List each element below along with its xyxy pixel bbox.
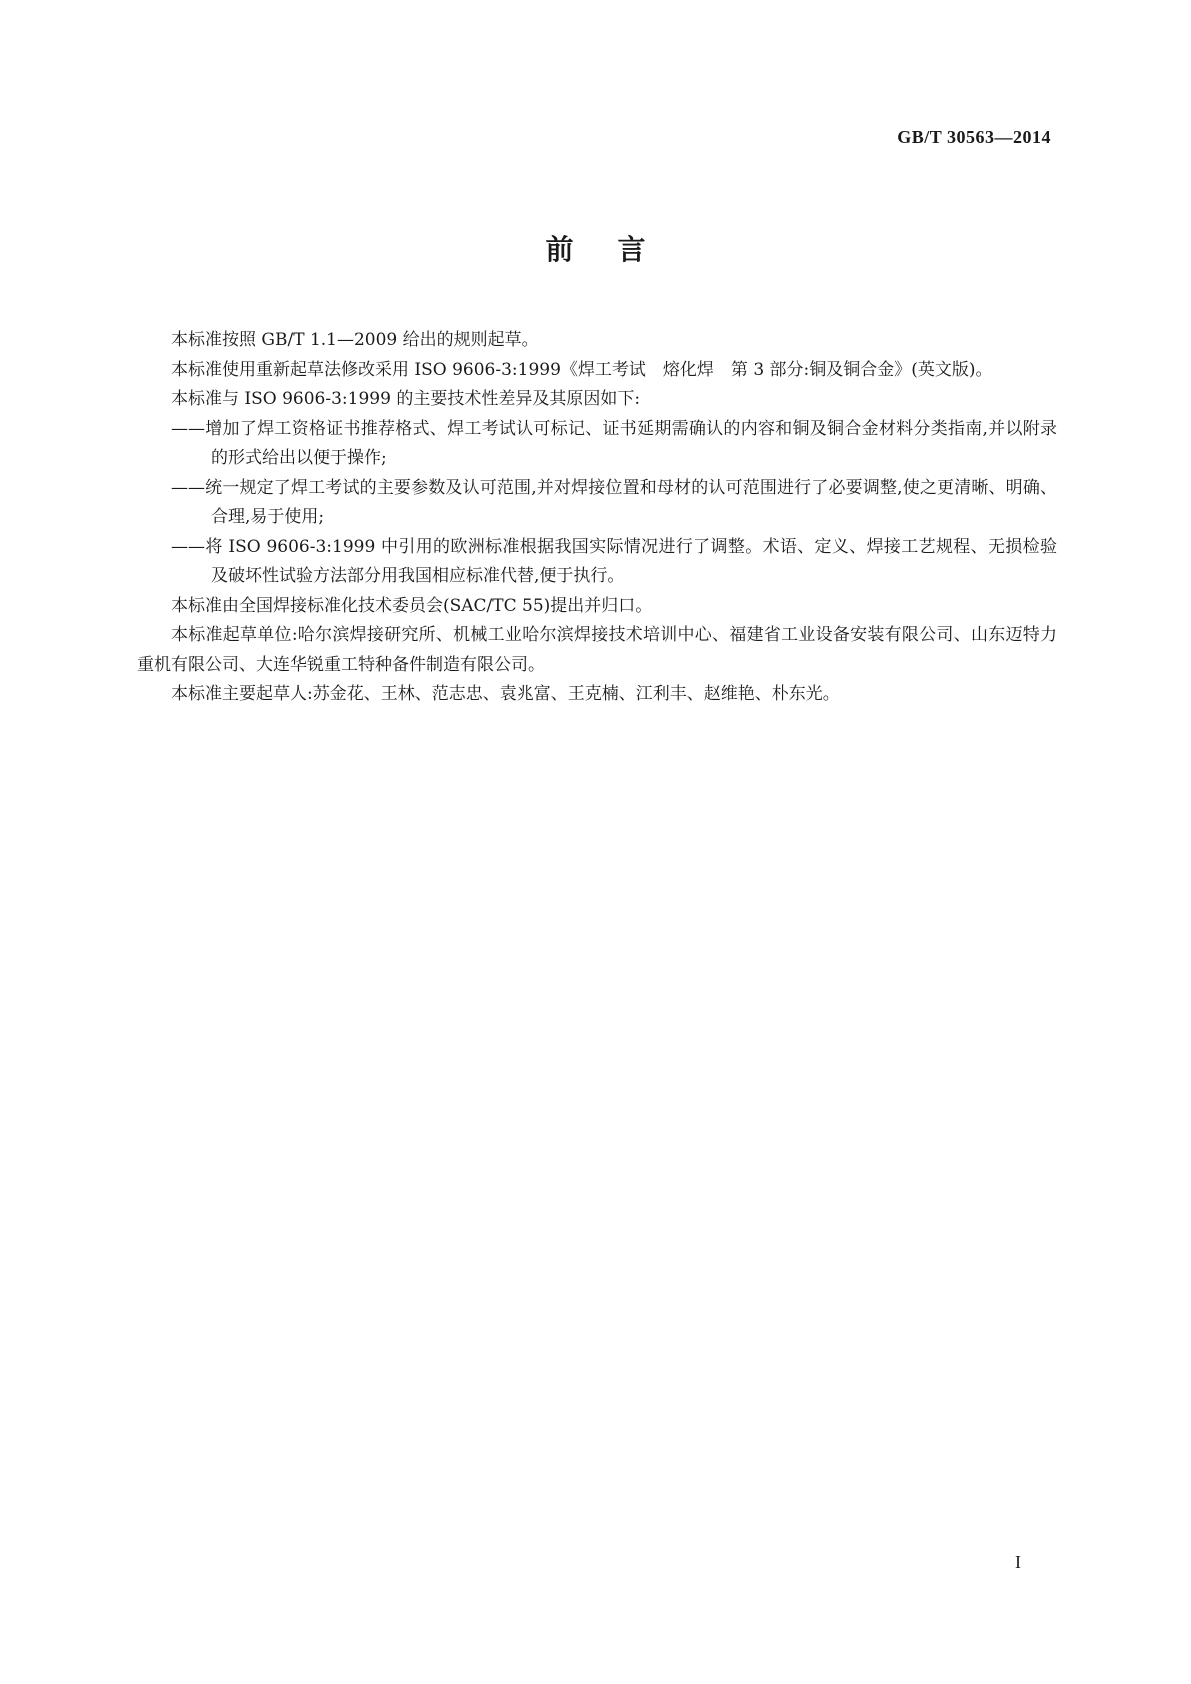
page-title: 前言 [545,233,690,266]
difference-item: ——统一规定了焊工考试的主要参数及认可范围,并对焊接位置和母材的认可范围进行了必要调整,使之更清晰、明确、合理,易于使用; [171,477,1057,527]
paragraph-proposer: 本标准由全国焊接标准化技术委员会(SAC/TC 55)提出并归口。 [171,595,653,616]
difference-item: ——增加了焊工资格证书推荐格式、焊工考试认可标记、证书延期需确认的内容和铜及铜合金材料分类指南,并以附录的形式给出以便于操作; [171,418,1057,468]
paragraph-differences-intro: 本标准与 ISO 9606-3:1999 的主要技术性差异及其原因如下: [171,389,641,409]
foreword-body [137,326,1057,710]
difference-item: ——将 ISO 9606-3:1999 中引用的欧洲标准根据我国实际情况进行了调整。术语、定义、焊接工艺规程、无损检验及破坏性试验方法部分用我国相应标准代替,便于执行。 [171,536,1057,586]
paragraph-drafters: 本标准主要起草人:苏金花、王林、范志忠、袁兆富、王克楠、江利丰、赵维艳、朴东光。 [171,684,840,704]
paragraph-drafting-rules: 本标准按照 GB/T 1.1—2009 给出的规则起草。 [171,330,539,350]
page-number: I [1015,1552,1021,1572]
paragraph-drafting-units: 本标准起草单位:哈尔滨焊接研究所、机械工业哈尔滨焊接技术培训中心、福建省工业设备安装有限公司、山东迈特力重机有限公司、大连华锐重工特种备件制造有限公司。 [137,625,1057,675]
standard-code: GB/T 30563—2014 [897,127,1051,147]
paragraph-adoption: 本标准使用重新起草法修改采用 ISO 9606-3:1999《焊工考试 熔化焊 第 3 部分:铜及铜合金》(英文版)。 [171,359,993,380]
